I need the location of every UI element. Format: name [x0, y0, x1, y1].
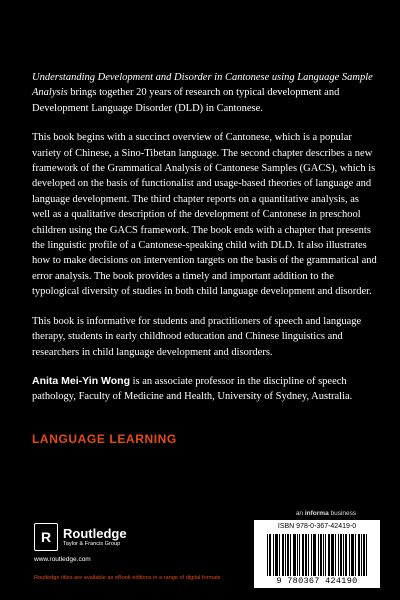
- intro-paragraph: [32, 70, 378, 116]
- barcode-bar: [285, 534, 286, 576]
- barcode-bar: [315, 534, 316, 576]
- routledge-logo: [34, 522, 154, 552]
- barcode-bar: [325, 534, 326, 576]
- routledge-logo-text: [63, 527, 127, 548]
- barcode-bar: [273, 534, 274, 576]
- barcode-bar: [313, 534, 314, 576]
- barcode-bar: [341, 534, 342, 576]
- barcode-bar: [333, 534, 334, 576]
- barcode-bar: [345, 534, 346, 576]
- barcode-bar: [351, 534, 352, 576]
- publisher-website[interactable]: www.routledge.com: [34, 556, 91, 563]
- barcode-bar: [308, 534, 309, 576]
- barcode-bar: [366, 534, 367, 576]
- series-label: LANGUAGE LEARNING: [32, 432, 177, 446]
- isbn-text: ISBN 978-0-367-42419-0: [277, 523, 357, 530]
- barcode-bar: [338, 534, 339, 576]
- barcode-bar: [358, 534, 359, 576]
- publisher-subtitle: Taylor & Francis Group: [63, 540, 121, 547]
- informa-prefix: an: [295, 510, 305, 517]
- barcode-bar: [306, 534, 307, 576]
- publisher-name: Routledge: [63, 525, 127, 541]
- barcode-bar: [269, 534, 270, 576]
- barcode-bar: [323, 534, 324, 576]
- barcode-bar: [359, 534, 360, 576]
- barcode-bar: [353, 534, 354, 576]
- barcode-bar: [321, 534, 322, 576]
- barcode-bar: [340, 534, 341, 576]
- barcode-bar: [297, 534, 298, 576]
- barcode-bar: [355, 534, 356, 576]
- barcode-bar: [267, 534, 268, 576]
- barcode-bar: [290, 534, 291, 576]
- barcode-bar: [314, 534, 315, 576]
- barcode-icon: [267, 534, 367, 576]
- barcode-bar: [346, 534, 347, 576]
- barcode-bar: [288, 534, 289, 576]
- barcode-bar: [277, 534, 278, 576]
- barcode-bar: [361, 534, 362, 576]
- barcode-bar: [279, 534, 280, 576]
- barcode-bar: [318, 534, 319, 576]
- barcode-bar: [343, 534, 344, 576]
- barcode-bar: [287, 534, 288, 576]
- routledge-logo-icon: R: [34, 523, 58, 551]
- barcode-bar: [299, 534, 300, 576]
- author-paragraph: [32, 374, 378, 405]
- barcode-bar: [295, 534, 296, 576]
- author-name: Anita Mei-Yin Wong: [32, 374, 130, 387]
- informa-word: informa: [304, 510, 329, 517]
- informa-business-label: [276, 510, 376, 517]
- barcode-panel: [254, 520, 380, 588]
- barcode-bar: [352, 534, 353, 576]
- ebook-footnote: Routledge titles are available as eBook editions in a range of digital formats: [34, 575, 221, 581]
- barcode-bar: [328, 534, 329, 576]
- barcode-bar: [294, 534, 295, 576]
- barcode-bar: [305, 534, 306, 576]
- back-cover-description: [32, 70, 378, 419]
- barcode-bar: [275, 534, 276, 576]
- audience-paragraph: This book is informative for students and practitioners of speech and language therapy, students in early childhood education and Chinese linguistics and researchers in child language development and disorders.: [32, 315, 362, 358]
- barcode-bar: [270, 534, 271, 576]
- barcode-digits: 9 780367 424190: [276, 576, 358, 586]
- barcode-bar: [332, 534, 333, 576]
- barcode-bar: [320, 534, 321, 576]
- barcode-bar: [364, 534, 365, 576]
- summary-paragraph: This book begins with a succinct overview of Cantonese, which is a popular variety of Chinese, a Sino-Tibetan language. The second chapter describes a new framework of the Grammatical Analysis of Cantonese Samples (GACS), which is developed on the basis of functionalist and usage-based theories of language and language development. The third chapter reports on a quantitative analysis, as well as a qualitative description of the development of Cantonese in preschool children using the GACS framework. The book ends with a chapter that presents the linguistic profile of a Cantonese-speaking child with DLD. It also illustrates how to make decisions on intervention targets on the basis of the grammatical and error analysis. The book provides a timely and important addition to the typological diversity of studies in both child language development and disorder.: [32, 132, 377, 298]
- intro-text: brings together 20 years of research on typical development and Development Language Disorder (DLD) in Cantonese.: [32, 87, 340, 114]
- barcode-bar: [303, 534, 304, 576]
- author-bio: is an associate professor in the discipline of speech pathology, Faculty of Medicine and Health, University of Sydney, Australia.: [32, 375, 353, 403]
- barcode-bar: [276, 534, 277, 576]
- informa-suffix: business: [328, 510, 357, 517]
- barcode-bar: [282, 534, 283, 576]
- barcode-bar: [363, 534, 364, 576]
- barcode-bar: [302, 534, 303, 576]
- barcode-bar: [349, 534, 350, 576]
- book-title-italic: Understanding Development and Disorder in Cantonese using Language Sample Analysis: [32, 72, 373, 99]
- barcode-bar: [335, 534, 336, 576]
- barcode-bar: [329, 534, 330, 576]
- barcode-bar: [331, 534, 332, 576]
- barcode-bar: [311, 534, 312, 576]
- barcode-bar: [283, 534, 284, 576]
- barcode-bar: [293, 534, 294, 576]
